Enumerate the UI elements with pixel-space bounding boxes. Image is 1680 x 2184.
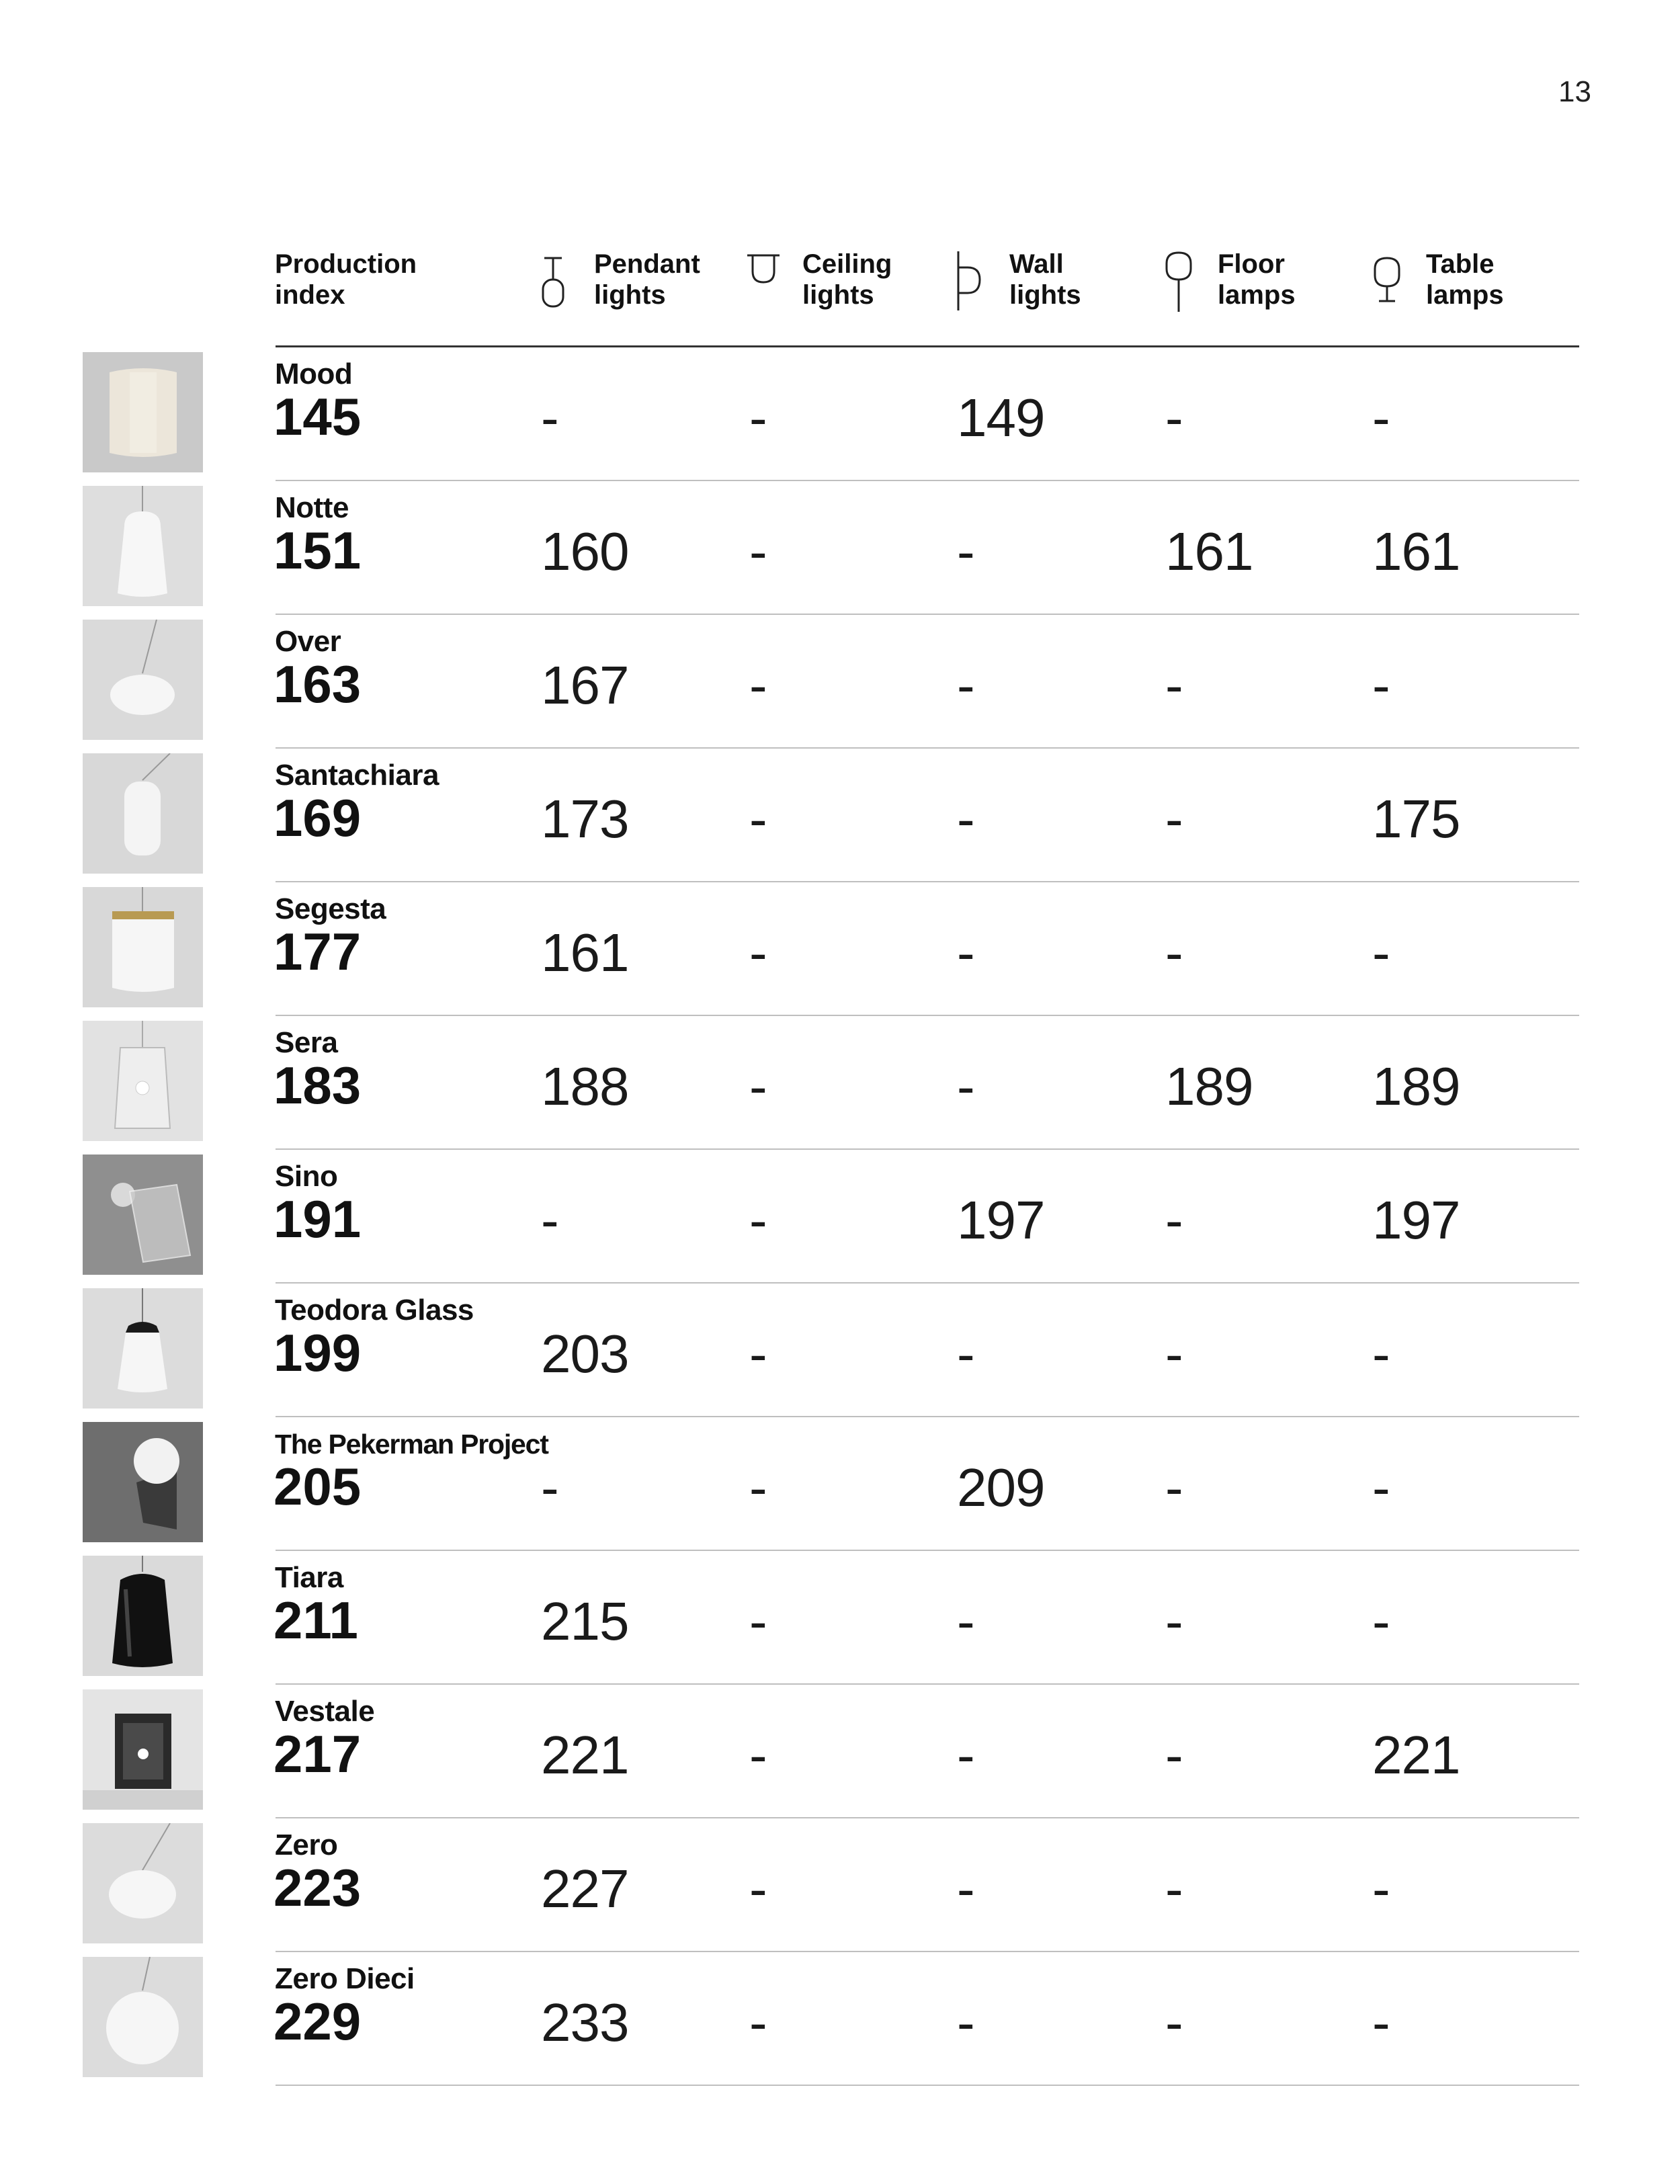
table-page: -: [1372, 388, 1390, 448]
floor-page: -: [1165, 1324, 1183, 1384]
product-index-page: 229: [274, 1992, 362, 2051]
table-page: 197: [1372, 1190, 1460, 1250]
pendant-page: 188: [541, 1056, 629, 1116]
product-thumbnail-zero: [83, 1823, 203, 1943]
table-page: -: [1372, 923, 1390, 982]
pendant-lamp-segesta-image: [83, 887, 203, 1007]
product-index-page: 163: [274, 655, 362, 714]
product-thumbnail-over: [83, 620, 203, 740]
pendant-lamp-over-image: [83, 620, 203, 740]
pendant-page: 160: [541, 521, 629, 581]
product-name: Sino: [275, 1160, 338, 1193]
product-name: Zero: [275, 1829, 338, 1861]
wall-page: -: [957, 789, 974, 849]
pendant-lamp-teodora-glass-image: [83, 1288, 203, 1409]
floor-page: -: [1165, 388, 1183, 448]
pendant-page: 233: [541, 1992, 629, 2052]
product-index-page: 177: [274, 922, 362, 981]
pendant-page: 221: [541, 1725, 629, 1785]
wall-page: -: [957, 1725, 974, 1785]
table-lamps-label: Table lamps: [1426, 249, 1504, 310]
table-row: [0, 749, 1680, 882]
ceiling-page: -: [749, 1190, 767, 1250]
floor-page: -: [1165, 923, 1183, 982]
table-page: 161: [1372, 521, 1460, 581]
ceiling-page: -: [749, 388, 767, 448]
product-index-page: 145: [274, 387, 362, 446]
pendant-page: 161: [541, 923, 629, 982]
pendant-lamp-zero-dieci-image: [83, 1957, 203, 2077]
pendant-light-icon: [538, 249, 573, 313]
pendant-lights-label: Pendant lights: [594, 249, 700, 310]
floor-lamp-icon: [1161, 249, 1196, 313]
table-lamp-icon: [1370, 249, 1404, 313]
table-page: 175: [1372, 789, 1460, 849]
wall-page: -: [957, 1859, 974, 1919]
ceiling-page: -: [749, 1992, 767, 2052]
ceiling-page: -: [749, 1725, 767, 1785]
product-thumbnail-tiara: [83, 1556, 203, 1676]
table-header: [0, 249, 1680, 329]
wall-page: -: [957, 1591, 974, 1651]
wall-page: 149: [957, 388, 1045, 448]
product-name: Sera: [275, 1026, 338, 1059]
table-row: [0, 481, 1680, 615]
pendant-page: 203: [541, 1324, 629, 1384]
product-thumbnail-mood: [83, 352, 203, 472]
product-name: The Pekerman Project: [275, 1429, 548, 1460]
ceiling-page: -: [749, 789, 767, 849]
pendant-page: -: [541, 388, 558, 448]
floor-page: -: [1165, 1725, 1183, 1785]
table-lamps-header: [1370, 249, 1504, 313]
pendant-page: -: [541, 1190, 558, 1250]
table-row: [0, 1417, 1680, 1551]
ceiling-page: -: [749, 1458, 767, 1517]
production-index-label: Production index: [275, 249, 417, 310]
floor-page: -: [1165, 1458, 1183, 1517]
table-lamp-vestale-image: [83, 1689, 203, 1810]
table-page: -: [1372, 655, 1390, 715]
product-name: Santachiara: [275, 759, 439, 792]
product-index-page: 191: [274, 1189, 362, 1249]
product-name: Teodora Glass: [275, 1294, 474, 1327]
product-name: Segesta: [275, 892, 386, 925]
product-thumbnail-sino: [83, 1154, 203, 1275]
pendant-page: -: [541, 1458, 558, 1517]
wall-light-icon: [953, 249, 988, 313]
floor-lamps-label: Floor lamps: [1218, 249, 1296, 310]
product-thumbnail-segesta: [83, 887, 203, 1007]
table-row: [0, 1818, 1680, 1952]
pendant-lights-header: [538, 249, 700, 313]
ceiling-page: -: [749, 1324, 767, 1384]
production-index-header: [275, 249, 417, 310]
ceiling-lights-header: [746, 249, 892, 313]
table-row: [0, 1952, 1680, 2086]
wall-page: -: [957, 1056, 974, 1116]
floor-page: -: [1165, 789, 1183, 849]
product-name: Vestale: [275, 1695, 375, 1728]
table-row: [0, 615, 1680, 749]
floor-page: -: [1165, 1591, 1183, 1651]
product-thumbnail-teodora-glass: [83, 1288, 203, 1409]
pendant-lamp-tiara-image: [83, 1556, 203, 1676]
product-thumbnail-zero-dieci: [83, 1957, 203, 2077]
table-page: -: [1372, 1859, 1390, 1919]
product-index-page: 205: [274, 1457, 362, 1516]
wall-page: -: [957, 521, 974, 581]
product-index-page: 151: [274, 521, 362, 580]
page-number: 13: [1558, 75, 1591, 108]
pendant-lamp-zero-image: [83, 1823, 203, 1943]
floor-page: 161: [1165, 521, 1253, 581]
product-thumbnail-pekerman: [83, 1422, 203, 1542]
ceiling-page: -: [749, 1859, 767, 1919]
table-page: -: [1372, 1992, 1390, 2052]
product-thumbnail-notte: [83, 486, 203, 606]
ceiling-page: -: [749, 655, 767, 715]
wall-page: -: [957, 1992, 974, 2052]
wall-page: 197: [957, 1190, 1045, 1250]
wall-lamp-sino-image: [83, 1154, 203, 1275]
ceiling-page: -: [749, 923, 767, 982]
pendant-lamp-notte-image: [83, 486, 203, 606]
ceiling-page: -: [749, 1591, 767, 1651]
table-page: -: [1372, 1458, 1390, 1517]
table-page: 221: [1372, 1725, 1460, 1785]
table-row: [0, 1284, 1680, 1417]
product-name: Zero Dieci: [275, 1962, 415, 1995]
table-row: [0, 882, 1680, 1016]
wall-lights-label: Wall lights: [1009, 249, 1081, 310]
wall-lamp-mood-image: [83, 352, 203, 472]
pendant-page: 167: [541, 655, 629, 715]
wall-page: -: [957, 1324, 974, 1384]
product-name: Mood: [275, 358, 353, 390]
product-index-page: 169: [274, 788, 362, 847]
floor-page: 189: [1165, 1056, 1253, 1116]
wall-lights-header: [953, 249, 1081, 313]
product-thumbnail-sera: [83, 1021, 203, 1141]
product-index-page: 223: [274, 1858, 362, 1917]
product-index-page: 183: [274, 1056, 362, 1115]
table-page: -: [1372, 1324, 1390, 1384]
product-thumbnail-vestale: [83, 1689, 203, 1810]
floor-page: -: [1165, 1190, 1183, 1250]
table-row: [0, 1551, 1680, 1685]
product-thumbnail-santachiara: [83, 753, 203, 874]
table-page: 189: [1372, 1056, 1460, 1116]
wall-page: 209: [957, 1458, 1045, 1517]
floor-page: -: [1165, 1992, 1183, 2052]
product-index-page: 211: [274, 1591, 358, 1650]
table-page: -: [1372, 1591, 1390, 1651]
ceiling-lights-label: Ceiling lights: [802, 249, 892, 310]
ceiling-page: -: [749, 1056, 767, 1116]
product-name: Over: [275, 625, 341, 658]
pendant-lamp-santachiara-image: [83, 753, 203, 874]
floor-page: -: [1165, 1859, 1183, 1919]
ceiling-light-icon: [746, 249, 781, 313]
table-row: [0, 1150, 1680, 1284]
product-index-page: 217: [274, 1724, 362, 1783]
table-row: [0, 1016, 1680, 1150]
table-row: [0, 347, 1680, 481]
pendant-lamp-sera-image: [83, 1021, 203, 1141]
product-index-page: 199: [274, 1323, 362, 1382]
ceiling-page: -: [749, 521, 767, 581]
floor-lamps-header: [1161, 249, 1296, 313]
product-name: Tiara: [275, 1561, 343, 1594]
pendant-page: 173: [541, 789, 629, 849]
wall-page: -: [957, 655, 974, 715]
product-name: Notte: [275, 491, 349, 524]
row-divider: [276, 2085, 1579, 2086]
wall-lamp-pekerman-image: [83, 1422, 203, 1542]
wall-page: -: [957, 923, 974, 982]
table-row: [0, 1685, 1680, 1818]
floor-page: -: [1165, 655, 1183, 715]
pendant-page: 215: [541, 1591, 629, 1651]
pendant-page: 227: [541, 1859, 629, 1919]
